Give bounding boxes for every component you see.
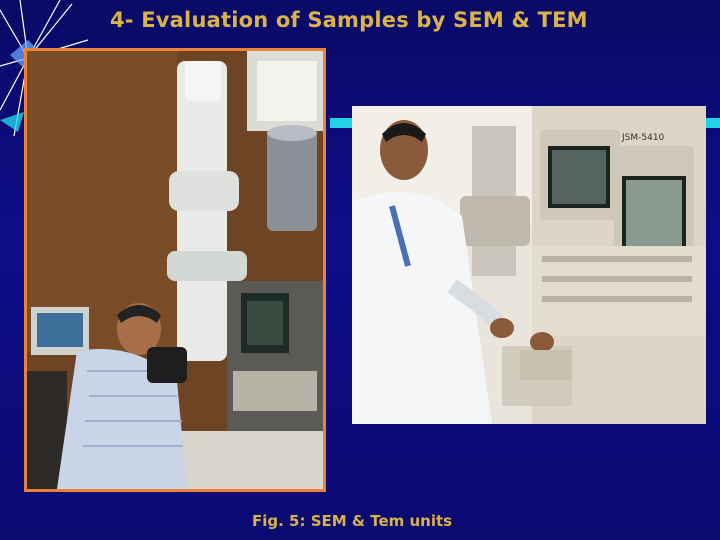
sem-unit-photo [352,106,706,424]
slide-title: 4- Evaluation of Samples by SEM & TEM [110,8,588,32]
tem-unit-photo [24,48,326,492]
sem-model-label: JSM-5410 [622,133,665,143]
figure-caption: Fig. 5: SEM & Tem units [252,512,453,530]
